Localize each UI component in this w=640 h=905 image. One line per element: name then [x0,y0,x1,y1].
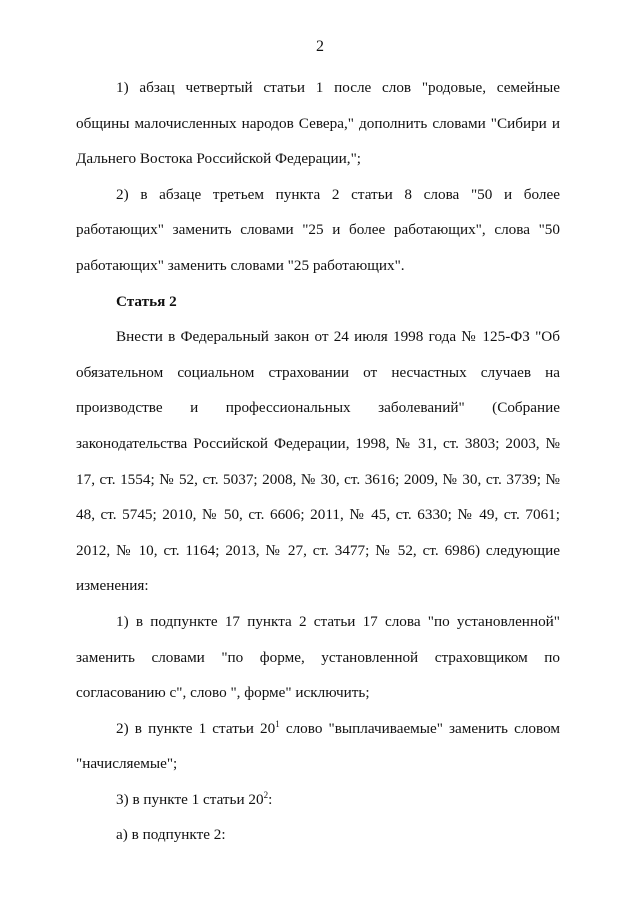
document-body [76,70,560,853]
paragraph-amendment-2: 2) в абзаце третьем пункта 2 статьи 8 слова "50 и более работающих" заменить словами "25 и более работающих", слова "50 работающих" заменить словами "25 работающих". [76,185,560,274]
paragraph-change-1: 1) в подпункте 17 пункта 2 статьи 17 слова "по установленной" заменить словами "по форме, установленной страховщиком по согласованию с", слово ", форме" исключить; [76,612,560,702]
change-2-text-end: слово "выплачиваемые" заменить словом "начисляемые"; [76,719,560,773]
paragraph-amendment-1: 1) абзац четвертый статьи 1 после слов "родовые, семейные общины малочисленных народов Севера," дополнить словами "Сибири и Дальнего Востока Российской Федерации,"; [76,79,560,168]
change-2-text-start: 2) в пункте 1 статьи 20 [116,719,276,737]
change-3-text-end: : [268,790,273,808]
paragraph-change-3 [76,782,560,818]
page-number: 2 [316,38,324,55]
paragraph-article-2-intro: Внести в Федеральный закон от 24 июля 1998 года № 125-ФЗ "Об обязательном социальном страховании от несчастных случаев на производстве и профессиональных заболеваний" (Собрание законодательства Российской Федерации, 1998, № 31, ст. 3803; 2003, № 17, ст. 1554; № 52, ст. 5037; 2008, № 30, ст. 3616; 2009, № 30, ст. 3739; № 48, ст. 5745; 2010, № 50, ст. 6606; 2011, № 45, ст. 6330; № 49, ст. 7061; 2012, № 10, ст. 1164; 2013, № 27, ст. 3477; № 52, ст. 6986) следующие изменения: [76,328,560,595]
change-2-superscript: 1 [275,718,280,729]
change-3-text-start: 3) в пункте 1 статьи 20 [116,790,264,808]
paragraph-subitem-a: а) в подпункте 2: [116,826,226,844]
change-3-superscript: 2 [263,789,269,800]
article-heading: Статья 2 [116,292,177,310]
paragraph-change-2 [76,711,560,782]
